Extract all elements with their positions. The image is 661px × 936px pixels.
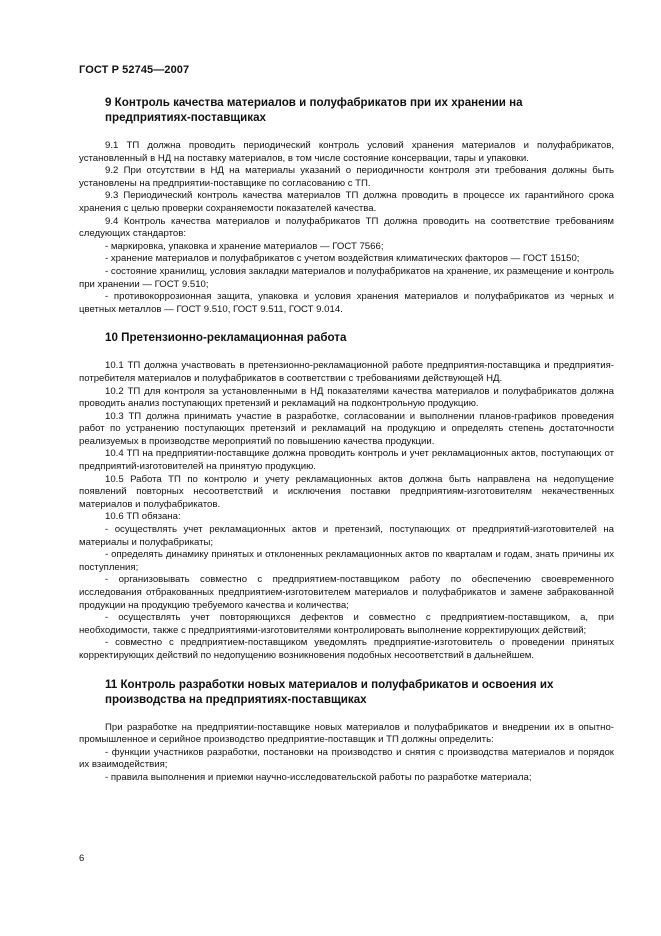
list-item: - функции участников разработки, постановки на производство и снятия с производства материалов и порядок их взаимодействия;	[79, 746, 614, 771]
list-item: - состояние хранилищ, условия закладки материалов и полуфабрикатов на хранение, их размещение и контроль при хранении — ГОСТ 9.510;	[79, 265, 614, 290]
list-item: - совместно с предприятием-поставщиком уведомлять предприятие-изготовитель о проведении принятых корректирующих действий по недопущению возникновения подобных несоответствий в дальнейшем.	[79, 637, 614, 661]
paragraph-11-intro: При разработке на предприятии-поставщике новых материалов и полуфабрикатов и внедрении их в опытно-промышленное и серийное производство предприятие-поставщик и ТП должны определить:	[79, 721, 614, 746]
paragraph-10-1: 10.1 ТП должна участвовать в претензионно-рекламационной работе предприятия-поставщика и предприятия-потребителя материалов и полуфабрикатов в соответствии с требованиями действующей НД.	[79, 360, 614, 384]
paragraph-10-5: 10.5 Работа ТП по контролю и учету рекламационных актов должна быть направлена на недопущение появлений повторных несоответствий и исключения поставки предприятиям-изготовителям некачественных материалов и полуфабрикатов.	[79, 473, 614, 510]
list-item: - противокоррозионная защита, упаковка и условия хранения материалов и полуфабрикатов из черных и цветных металлов — ГОСТ 9.510, ГОСТ 9.511, ГОСТ 9.014.	[79, 291, 614, 315]
list-item: - организовывать совместно с предприятием-поставщиком работу по обеспечению своевременного исследования отбракованных предприятием-изготовителем материалов и полуфабрикатов и замене забракованной продукции на продукцию требуемого качества и количества;	[79, 574, 614, 611]
list-item: - осуществлять учет рекламационных актов и претензий, поступающих от предприятий-изготовителей на материалы и полуфабрикаты;	[79, 524, 614, 548]
document-body	[79, 92, 614, 785]
paragraph-9-1: 9.1 ТП должна проводить периодический контроль условий хранения материалов и полуфабрикатов, установленный в НД на поставку материалов, в том числе состояние консервации, тары и упаковки.	[79, 140, 614, 164]
paragraph-10-2: 10.2 ТП для контроля за установленными в НД показателями качества материалов и полуфабрикатов должна проводить анализ поступающих претензий и рекламаций на подконтрольную продукцию.	[79, 385, 614, 410]
list-item: - определять динамику принятых и отклоненных рекламационных актов по кварталам и годам, знать причины их поступления;	[79, 549, 614, 573]
page-number: 6	[79, 853, 85, 864]
paragraph-9-4: 9.4 Контроль качества материалов и полуфабрикатов ТП должна проводить на соответствие требованиям следующих стандартов:	[79, 215, 614, 240]
paragraph-10-3: 10.3 ТП должна принимать участие в разработке, согласовании и выполнении планов-графиков проведения работ по устранению поступающих претензий и рекламаций на продукцию и определять степень достаточности реализуемых в производстве мероприятий по повышению качества продукции.	[79, 410, 614, 447]
paragraph-9-2: 9.2 При отсутствии в НД на материалы указаний о периодичности контроля эти требования должны быть установлены на предприятии-поставщике по согласованию с ТП.	[79, 165, 614, 189]
list-item: - правила выполнения и приемки научно-исследовательской работы по разработке материала;	[105, 771, 532, 783]
list-item: - осуществлять учет повторяющихся дефектов и совместно с предприятием-поставщиком, а, при необходимости, также с предприятиями-изготовителями контролировать выполнение корректирующих действий;	[79, 612, 614, 636]
section-9	[79, 95, 614, 316]
section-10-title: 10 Претензионно-рекламационная работа	[105, 331, 347, 345]
section-9-title: 9 Контроль качества материалов и полуфабрикатов при их хранении на предприятиях-поставщиках	[105, 96, 523, 124]
paragraph-9-3: 9.3 Периодический контроль качества материалов ТП должна проводить в процессе их гарантийного срока хранения с целью проверки сохраняемости показателей качества.	[79, 190, 614, 214]
paragraph-10-4: 10.4 ТП на предприятии-поставщике должна проводить контроль и учет рекламационных актов, поступающих от предприятий-изготовителей на принятую продукцию.	[79, 448, 614, 473]
paragraph-10-6: 10.6 ТП обязана:	[105, 511, 181, 523]
list-item: - хранение материалов и полуфабрикатов с учетом воздействия климатических факторов — ГОСТ 15150;	[105, 253, 580, 265]
section-11	[79, 677, 614, 785]
list-item: - маркировка, упаковка и хранение материалов — ГОСТ 7566;	[105, 240, 384, 252]
section-11-title: 11 Контроль разработки новых материалов и полуфабрикатов и освоения их производства на предприятиях-поставщиках	[105, 677, 554, 706]
section-10	[79, 330, 614, 662]
document-code-header: ГОСТ Р 52745—2007	[79, 64, 190, 76]
